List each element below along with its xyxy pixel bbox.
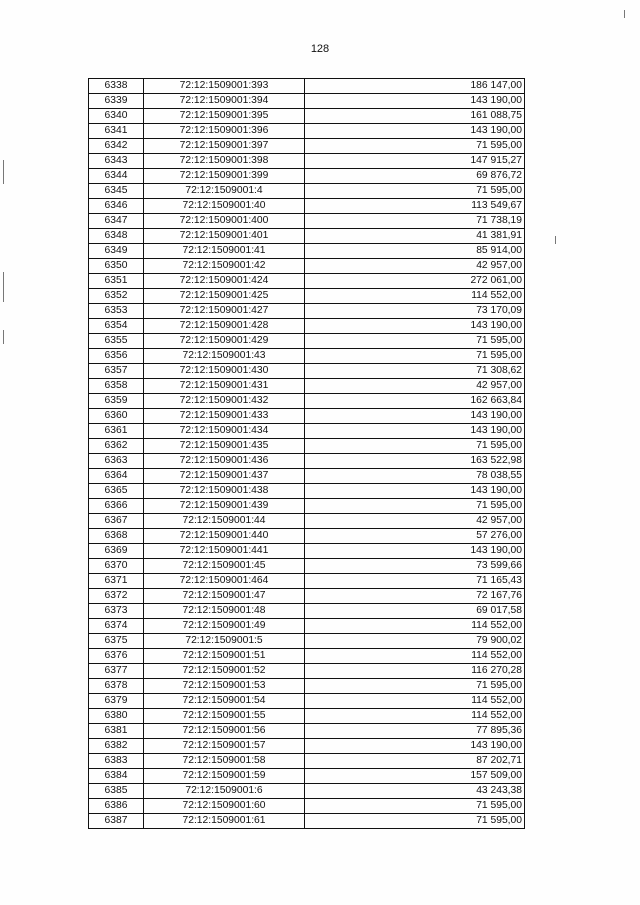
row-number-cell: 6356	[89, 349, 144, 364]
row-number-cell: 6381	[89, 724, 144, 739]
cadastral-number-cell: 72:12:1509001:399	[144, 169, 305, 184]
cadastral-value-cell: 143 190,00	[305, 424, 525, 439]
row-number-cell: 6346	[89, 199, 144, 214]
cadastral-value-cell: 41 381,91	[305, 229, 525, 244]
table-row	[89, 259, 525, 274]
table-row	[89, 814, 525, 829]
table-row	[89, 109, 525, 124]
row-number-cell: 6386	[89, 799, 144, 814]
row-number-cell: 6339	[89, 94, 144, 109]
table-row	[89, 409, 525, 424]
cadastral-number-cell: 72:12:1509001:59	[144, 769, 305, 784]
table-row	[89, 499, 525, 514]
cadastral-number-cell: 72:12:1509001:55	[144, 709, 305, 724]
cadastral-value-cell: 114 552,00	[305, 289, 525, 304]
cadastral-number-cell: 72:12:1509001:61	[144, 814, 305, 829]
row-number-cell: 6373	[89, 604, 144, 619]
cadastral-value-cell: 42 957,00	[305, 514, 525, 529]
table-row	[89, 724, 525, 739]
cadastral-number-cell: 72:12:1509001:49	[144, 619, 305, 634]
table-row	[89, 319, 525, 334]
cadastral-value-cell: 114 552,00	[305, 649, 525, 664]
cadastral-value-cell: 143 190,00	[305, 544, 525, 559]
cadastral-number-cell: 72:12:1509001:427	[144, 304, 305, 319]
cadastral-number-cell: 72:12:1509001:56	[144, 724, 305, 739]
cadastral-number-cell: 72:12:1509001:48	[144, 604, 305, 619]
cadastral-number-cell: 72:12:1509001:436	[144, 454, 305, 469]
cadastral-value-cell: 71 595,00	[305, 334, 525, 349]
table-row	[89, 679, 525, 694]
cadastral-value-cell: 71 165,43	[305, 574, 525, 589]
cadastral-value-cell: 116 270,28	[305, 664, 525, 679]
table-row	[89, 304, 525, 319]
row-number-cell: 6376	[89, 649, 144, 664]
cadastral-number-cell: 72:12:1509001:437	[144, 469, 305, 484]
table-row	[89, 544, 525, 559]
cadastral-value-cell: 57 276,00	[305, 529, 525, 544]
cadastral-value-cell: 77 895,36	[305, 724, 525, 739]
cadastral-value-cell: 73 170,09	[305, 304, 525, 319]
cadastral-value-cell: 69 017,58	[305, 604, 525, 619]
row-number-cell: 6355	[89, 334, 144, 349]
cadastral-number-cell: 72:12:1509001:441	[144, 544, 305, 559]
row-number-cell: 6338	[89, 79, 144, 94]
row-number-cell: 6361	[89, 424, 144, 439]
cadastral-value-cell: 71 595,00	[305, 349, 525, 364]
cadastral-value-table	[88, 78, 525, 829]
cadastral-value-cell: 71 595,00	[305, 499, 525, 514]
row-number-cell: 6380	[89, 709, 144, 724]
cadastral-number-cell: 72:12:1509001:398	[144, 154, 305, 169]
cadastral-value-cell: 114 552,00	[305, 694, 525, 709]
row-number-cell: 6382	[89, 739, 144, 754]
table-row	[89, 424, 525, 439]
row-number-cell: 6357	[89, 364, 144, 379]
table-body	[89, 79, 525, 829]
table-row	[89, 709, 525, 724]
cadastral-number-cell: 72:12:1509001:53	[144, 679, 305, 694]
cadastral-value-cell: 161 088,75	[305, 109, 525, 124]
cadastral-number-cell: 72:12:1509001:41	[144, 244, 305, 259]
cadastral-number-cell: 72:12:1509001:5	[144, 634, 305, 649]
cadastral-value-cell: 73 599,66	[305, 559, 525, 574]
table-row	[89, 199, 525, 214]
row-number-cell: 6387	[89, 814, 144, 829]
scan-mark	[555, 236, 556, 244]
row-number-cell: 6384	[89, 769, 144, 784]
table-row	[89, 79, 525, 94]
table-row	[89, 469, 525, 484]
row-number-cell: 6385	[89, 784, 144, 799]
cadastral-value-cell: 143 190,00	[305, 94, 525, 109]
table-row	[89, 244, 525, 259]
page-number: 128	[310, 43, 330, 55]
row-number-cell: 6344	[89, 169, 144, 184]
cadastral-number-cell: 72:12:1509001:434	[144, 424, 305, 439]
table-row	[89, 769, 525, 784]
table-row	[89, 604, 525, 619]
table-row	[89, 484, 525, 499]
cadastral-value-cell: 71 595,00	[305, 139, 525, 154]
scan-mark	[3, 160, 4, 184]
cadastral-number-cell: 72:12:1509001:58	[144, 754, 305, 769]
cadastral-value-cell: 186 147,00	[305, 79, 525, 94]
row-number-cell: 6360	[89, 409, 144, 424]
cadastral-value-cell: 114 552,00	[305, 709, 525, 724]
table-row	[89, 139, 525, 154]
table-row	[89, 439, 525, 454]
row-number-cell: 6341	[89, 124, 144, 139]
table-row	[89, 94, 525, 109]
table-row	[89, 289, 525, 304]
cadastral-number-cell: 72:12:1509001:428	[144, 319, 305, 334]
cadastral-number-cell: 72:12:1509001:396	[144, 124, 305, 139]
cadastral-number-cell: 72:12:1509001:6	[144, 784, 305, 799]
cadastral-number-cell: 72:12:1509001:432	[144, 394, 305, 409]
table-row	[89, 739, 525, 754]
cadastral-number-cell: 72:12:1509001:51	[144, 649, 305, 664]
cadastral-number-cell: 72:12:1509001:429	[144, 334, 305, 349]
scan-mark	[3, 330, 4, 344]
cadastral-number-cell: 72:12:1509001:42	[144, 259, 305, 274]
row-number-cell: 6369	[89, 544, 144, 559]
table-row	[89, 589, 525, 604]
cadastral-value-cell: 42 957,00	[305, 259, 525, 274]
cadastral-number-cell: 72:12:1509001:54	[144, 694, 305, 709]
scan-mark	[624, 10, 625, 18]
cadastral-number-cell: 72:12:1509001:4	[144, 184, 305, 199]
cadastral-number-cell: 72:12:1509001:40	[144, 199, 305, 214]
row-number-cell: 6351	[89, 274, 144, 289]
row-number-cell: 6372	[89, 589, 144, 604]
cadastral-number-cell: 72:12:1509001:52	[144, 664, 305, 679]
cadastral-number-cell: 72:12:1509001:57	[144, 739, 305, 754]
table-row	[89, 124, 525, 139]
row-number-cell: 6363	[89, 454, 144, 469]
cadastral-value-cell: 162 663,84	[305, 394, 525, 409]
table-row	[89, 784, 525, 799]
row-number-cell: 6362	[89, 439, 144, 454]
cadastral-value-cell: 71 595,00	[305, 799, 525, 814]
cadastral-value-cell: 113 549,67	[305, 199, 525, 214]
cadastral-number-cell: 72:12:1509001:397	[144, 139, 305, 154]
row-number-cell: 6358	[89, 379, 144, 394]
cadastral-number-cell: 72:12:1509001:440	[144, 529, 305, 544]
cadastral-number-cell: 72:12:1509001:45	[144, 559, 305, 574]
table-row	[89, 529, 525, 544]
cadastral-number-cell: 72:12:1509001:395	[144, 109, 305, 124]
cadastral-value-cell: 87 202,71	[305, 754, 525, 769]
table-row	[89, 634, 525, 649]
table-row	[89, 664, 525, 679]
row-number-cell: 6383	[89, 754, 144, 769]
row-number-cell: 6353	[89, 304, 144, 319]
table-row	[89, 694, 525, 709]
cadastral-value-cell: 272 061,00	[305, 274, 525, 289]
table-row	[89, 274, 525, 289]
cadastral-number-cell: 72:12:1509001:401	[144, 229, 305, 244]
cadastral-number-cell: 72:12:1509001:43	[144, 349, 305, 364]
row-number-cell: 6343	[89, 154, 144, 169]
cadastral-number-cell: 72:12:1509001:425	[144, 289, 305, 304]
row-number-cell: 6345	[89, 184, 144, 199]
cadastral-number-cell: 72:12:1509001:439	[144, 499, 305, 514]
table-row	[89, 799, 525, 814]
row-number-cell: 6366	[89, 499, 144, 514]
cadastral-value-cell: 71 595,00	[305, 814, 525, 829]
row-number-cell: 6340	[89, 109, 144, 124]
row-number-cell: 6354	[89, 319, 144, 334]
cadastral-number-cell: 72:12:1509001:47	[144, 589, 305, 604]
cadastral-value-cell: 71 738,19	[305, 214, 525, 229]
row-number-cell: 6378	[89, 679, 144, 694]
row-number-cell: 6342	[89, 139, 144, 154]
cadastral-number-cell: 72:12:1509001:60	[144, 799, 305, 814]
cadastral-value-cell: 42 957,00	[305, 379, 525, 394]
row-number-cell: 6374	[89, 619, 144, 634]
row-number-cell: 6349	[89, 244, 144, 259]
cadastral-value-cell: 143 190,00	[305, 319, 525, 334]
table-row	[89, 649, 525, 664]
row-number-cell: 6367	[89, 514, 144, 529]
table-row	[89, 349, 525, 364]
cadastral-number-cell: 72:12:1509001:394	[144, 94, 305, 109]
row-number-cell: 6364	[89, 469, 144, 484]
row-number-cell: 6379	[89, 694, 144, 709]
cadastral-number-cell: 72:12:1509001:438	[144, 484, 305, 499]
table-row	[89, 619, 525, 634]
row-number-cell: 6352	[89, 289, 144, 304]
row-number-cell: 6377	[89, 664, 144, 679]
scan-mark	[3, 272, 4, 302]
row-number-cell: 6368	[89, 529, 144, 544]
table-row	[89, 364, 525, 379]
row-number-cell: 6359	[89, 394, 144, 409]
row-number-cell: 6365	[89, 484, 144, 499]
cadastral-value-cell: 85 914,00	[305, 244, 525, 259]
table-row	[89, 169, 525, 184]
cadastral-number-cell: 72:12:1509001:435	[144, 439, 305, 454]
row-number-cell: 6348	[89, 229, 144, 244]
table-row	[89, 334, 525, 349]
cadastral-value-cell: 147 915,27	[305, 154, 525, 169]
table-row	[89, 214, 525, 229]
cadastral-value-cell: 72 167,76	[305, 589, 525, 604]
cadastral-value-cell: 114 552,00	[305, 619, 525, 634]
cadastral-value-cell: 143 190,00	[305, 739, 525, 754]
cadastral-number-cell: 72:12:1509001:464	[144, 574, 305, 589]
cadastral-value-cell: 157 509,00	[305, 769, 525, 784]
cadastral-value-cell: 71 595,00	[305, 184, 525, 199]
table-row	[89, 184, 525, 199]
cadastral-number-cell: 72:12:1509001:424	[144, 274, 305, 289]
cadastral-value-cell: 143 190,00	[305, 409, 525, 424]
table-row	[89, 514, 525, 529]
table-row	[89, 754, 525, 769]
cadastral-number-cell: 72:12:1509001:400	[144, 214, 305, 229]
row-number-cell: 6370	[89, 559, 144, 574]
cadastral-value-cell: 71 595,00	[305, 439, 525, 454]
table-row	[89, 379, 525, 394]
row-number-cell: 6350	[89, 259, 144, 274]
cadastral-value-cell: 143 190,00	[305, 484, 525, 499]
row-number-cell: 6347	[89, 214, 144, 229]
cadastral-value-cell: 143 190,00	[305, 124, 525, 139]
cadastral-number-cell: 72:12:1509001:433	[144, 409, 305, 424]
table-row	[89, 394, 525, 409]
cadastral-number-cell: 72:12:1509001:430	[144, 364, 305, 379]
cadastral-value-cell: 78 038,55	[305, 469, 525, 484]
cadastral-value-cell: 43 243,38	[305, 784, 525, 799]
cadastral-value-cell: 69 876,72	[305, 169, 525, 184]
cadastral-value-cell: 71 595,00	[305, 679, 525, 694]
cadastral-value-cell: 163 522,98	[305, 454, 525, 469]
cadastral-value-cell: 71 308,62	[305, 364, 525, 379]
cadastral-value-cell: 79 900,02	[305, 634, 525, 649]
table-row	[89, 559, 525, 574]
row-number-cell: 6375	[89, 634, 144, 649]
table-row	[89, 454, 525, 469]
cadastral-number-cell: 72:12:1509001:44	[144, 514, 305, 529]
table-row	[89, 229, 525, 244]
table-row	[89, 574, 525, 589]
cadastral-number-cell: 72:12:1509001:431	[144, 379, 305, 394]
cadastral-number-cell: 72:12:1509001:393	[144, 79, 305, 94]
table-row	[89, 154, 525, 169]
row-number-cell: 6371	[89, 574, 144, 589]
